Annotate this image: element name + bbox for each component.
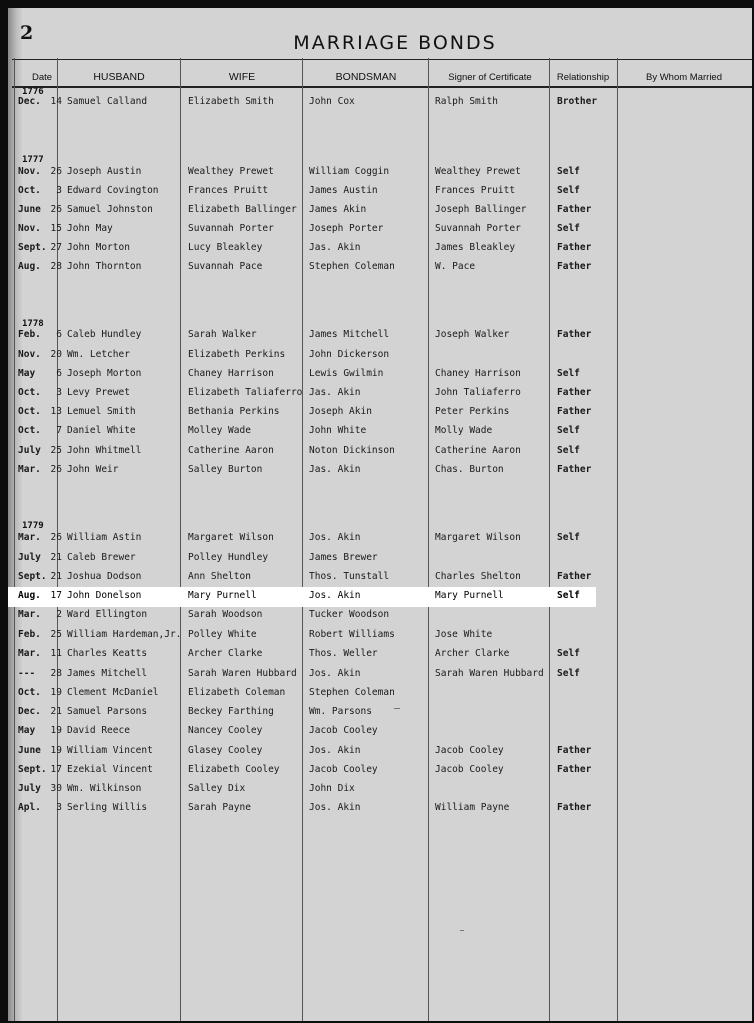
husband-cell: William Hardeman,Jr. [67,629,182,640]
date-day: 28 [50,261,62,272]
column-header-married-by: By Whom Married [645,72,722,83]
signer-cell: Joseph Ballinger [435,204,527,215]
date-month: Nov. [18,349,41,360]
husband-cell: Caleb Brewer [67,552,136,563]
bondsman-cell: James Akin [309,204,367,215]
entry-row [8,461,752,480]
entry-row [8,182,752,201]
relationship-cell: Father [557,802,592,813]
relationship-cell: Self [557,223,580,234]
date-day: 17 [50,590,62,601]
bondsman-cell: Jos. Akin [309,802,361,813]
entry-row [8,403,752,422]
entry-row [8,549,752,568]
date-day: 17 [50,764,62,775]
date-day: 30 [50,783,62,794]
date-day: 21 [50,552,62,563]
wife-cell: Elizabeth Ballinger [188,204,297,215]
wife-cell: Sarah Payne [188,802,251,813]
relationship-cell: Father [557,329,592,340]
husband-cell: John Weir [67,464,119,475]
date-month: July [18,445,41,456]
date-day: 25 [50,629,62,640]
signer-cell: Chas. Burton [435,464,504,475]
entry-row [8,326,752,345]
date-month: Oct. [18,387,41,398]
relationship-cell: Father [557,464,592,475]
date-day: 19 [50,687,62,698]
bondsman-cell: John Dix [309,783,355,794]
bondsman-cell: Jas. Akin [309,464,361,475]
date-month: May [18,725,36,736]
signer-cell: Margaret Wilson [435,532,521,543]
page-title: MARRIAGE BONDS [293,32,497,54]
year-label: 1776 [22,87,44,97]
bondsman-cell: James Austin [309,185,378,196]
husband-cell: James Mitchell [67,668,148,679]
signer-cell: Frances Pruitt [435,185,516,196]
husband-cell: Clement McDaniel [67,687,159,698]
signer-cell: Archer Clarke [435,648,510,659]
signer-cell: William Payne [435,802,510,813]
signer-cell: Wealthey Prewet [435,166,521,177]
entry-row [8,93,752,112]
relationship-cell: Self [557,445,580,456]
bondsman-cell: Jacob Cooley [309,764,378,775]
husband-cell: Samuel Johnston [67,204,153,215]
relationship-cell: Self [557,532,580,543]
column-header-date: Date [31,72,53,83]
wife-cell: Nancey Cooley [188,725,263,736]
entry-row [8,665,752,684]
date-month: Apl. [18,802,41,813]
date-month: Nov. [18,166,41,177]
page-binding-edge [8,8,22,1021]
relationship-cell: Father [557,261,592,272]
signer-cell: W. Pace [435,261,476,272]
wife-cell: Suvannah Porter [188,223,274,234]
date-month: July [18,783,41,794]
signer-cell: Molly Wade [435,425,493,436]
wife-cell: Frances Pruitt [188,185,269,196]
wife-cell: Elizabeth Cooley [188,764,280,775]
date-day: 27 [50,242,62,253]
husband-cell: Serling Willis [67,802,148,813]
relationship-cell: Father [557,242,592,253]
bondsman-cell: Jos. Akin [309,532,361,543]
bondsman-cell: Jas. Akin [309,242,361,253]
relationship-cell: Father [557,764,592,775]
wife-cell: Salley Dix [188,783,246,794]
date-day: 26 [50,204,62,215]
date-day: 3 [56,185,62,196]
date-month: Dec. [18,96,41,107]
date-day: 13 [50,406,62,417]
wife-cell: Catherine Aaron [188,445,274,456]
signer-cell: Chaney Harrison [435,368,521,379]
wife-cell: Sarah Waren Hubbard [188,668,297,679]
signer-cell: James Bleakley [435,242,516,253]
bondsman-cell: Jos. Akin [309,745,361,756]
entry-row [8,703,752,722]
column-header-relationship: Relationship [556,72,610,83]
entry-row [8,761,752,780]
header-top-rule [12,59,752,60]
husband-cell: John May [67,223,113,234]
date-month: Sept. [18,242,47,253]
wife-cell: Archer Clarke [188,648,263,659]
date-month: Aug. [18,590,41,601]
wife-cell: Molley Wade [188,425,251,436]
husband-cell: Charles Keatts [67,648,148,659]
date-day: 11 [50,648,62,659]
entry-row [8,442,752,461]
relationship-cell: Self [557,185,580,196]
pencil-mark [460,930,464,931]
date-day: 21 [50,706,62,717]
date-day: 26 [50,464,62,475]
date-month: Oct. [18,185,41,196]
entry-row [8,780,752,799]
entry-row [8,684,752,703]
relationship-cell: Brother [557,96,598,107]
wife-cell: Polley Hundley [188,552,269,563]
signer-cell: Jacob Cooley [435,745,504,756]
date-month: Feb. [18,629,41,640]
relationship-cell: Father [557,387,592,398]
husband-cell: Wm. Letcher [67,349,130,360]
date-day: 19 [50,745,62,756]
date-month: May [18,368,36,379]
pencil-mark [394,708,400,709]
year-label: 1778 [22,319,44,329]
bondsman-cell: Lewis Gwilmin [309,368,384,379]
bondsman-cell: Jos. Akin [309,590,361,601]
bondsman-cell: Robert Williams [309,629,395,640]
bondsman-cell: John Cox [309,96,355,107]
husband-cell: Joseph Austin [67,166,142,177]
husband-cell: William Astin [67,532,142,543]
bondsman-cell: Thos. Weller [309,648,378,659]
entry-row [8,346,752,365]
bondsman-cell: John White [309,425,367,436]
relationship-cell: Self [557,368,580,379]
husband-cell: John Thornton [67,261,142,272]
signer-cell: Jacob Cooley [435,764,504,775]
date-day: 19 [50,725,62,736]
date-month: Oct. [18,425,41,436]
wife-cell: Margaret Wilson [188,532,274,543]
husband-cell: Joshua Dodson [67,571,142,582]
date-month: June [18,745,41,756]
wife-cell: Elizabeth Coleman [188,687,286,698]
entry-row [8,163,752,182]
bondsman-cell: William Coggin [309,166,390,177]
signer-cell: John Taliaferro [435,387,521,398]
wife-cell: Elizabeth Taliaferro [188,387,303,398]
date-month: Aug. [18,261,41,272]
bondsman-cell: Wm. Parsons [309,706,372,717]
husband-cell: Samuel Calland [67,96,148,107]
date-month: --- [18,668,36,679]
wife-cell: Ann Shelton [188,571,251,582]
entry-row [8,258,752,277]
date-month: Oct. [18,406,41,417]
date-day: 3 [56,802,62,813]
bondsman-cell: Stephen Coleman [309,261,395,272]
entry-row [8,742,752,761]
entry-row [8,568,752,587]
husband-cell: John Donelson [67,590,142,601]
entry-row [8,799,752,818]
wife-cell: Elizabeth Perkins [188,349,286,360]
entry-row [8,422,752,441]
relationship-cell: Father [557,745,592,756]
wife-cell: Lucy Bleakley [188,242,263,253]
signer-cell: Ralph Smith [435,96,498,107]
relationship-cell: Father [557,204,592,215]
bondsman-cell: John Dickerson [309,349,390,360]
entry-row [8,529,752,548]
entry-row [8,201,752,220]
relationship-cell: Father [557,406,592,417]
date-day: 20 [50,349,62,360]
husband-cell: Joseph Morton [67,368,142,379]
bondsman-cell: Joseph Porter [309,223,384,234]
bondsman-cell: James Mitchell [309,329,390,340]
bondsman-cell: Jacob Cooley [309,725,378,736]
page-number: 2 [20,22,34,44]
date-month: Mar. [18,464,41,475]
wife-cell: Mary Purnell [188,590,257,601]
column-header-husband: HUSBAND [93,71,145,83]
entry-row [8,626,752,645]
date-day: 14 [50,96,62,107]
wife-cell: Sarah Woodson [188,609,263,620]
signer-cell: Peter Perkins [435,406,510,417]
date-day: 26 [50,166,62,177]
wife-cell: Wealthey Prewet [188,166,274,177]
husband-cell: Wm. Wilkinson [67,783,142,794]
wife-cell: Polley White [188,629,257,640]
date-day: 3 [56,387,62,398]
signer-cell: Joseph Walker [435,329,510,340]
husband-cell: William Vincent [67,745,153,756]
date-day: 21 [50,571,62,582]
year-label: 1779 [22,521,44,531]
husband-cell: Caleb Hundley [67,329,142,340]
date-day: 6 [56,368,62,379]
husband-cell: Samuel Parsons [67,706,148,717]
date-month: Sept. [18,764,47,775]
entry-row [8,365,752,384]
entry-row [8,384,752,403]
wife-cell: Suvannah Pace [188,261,263,272]
bondsman-cell: Tucker Woodson [309,609,390,620]
year-label: 1777 [22,155,44,165]
relationship-cell: Self [557,648,580,659]
date-day: 2 [56,609,62,620]
entry-row [8,722,752,741]
husband-cell: David Reece [67,725,130,736]
wife-cell: Sarah Walker [188,329,257,340]
bondsman-cell: Stephen Coleman [309,687,395,698]
bondsman-cell: Jos. Akin [309,668,361,679]
date-day: 6 [56,329,62,340]
bondsman-cell: Jas. Akin [309,387,361,398]
wife-cell: Chaney Harrison [188,368,274,379]
signer-cell: Mary Purnell [435,590,504,601]
entry-row [8,645,752,664]
husband-cell: Ezekial Vincent [67,764,153,775]
date-month: Dec. [18,706,41,717]
relationship-cell: Self [557,425,580,436]
signer-cell: Sarah Waren Hubbard [435,668,544,679]
header-bottom-rule [12,86,752,88]
highlighted-entry-row [8,587,596,607]
husband-cell: Edward Covington [67,185,159,196]
husband-cell: John Morton [67,242,130,253]
entry-row [8,220,752,239]
signer-cell: Jose White [435,629,493,640]
date-month: Oct. [18,687,41,698]
husband-cell: Daniel White [67,425,136,436]
signer-cell: Catherine Aaron [435,445,521,456]
wife-cell: Glasey Cooley [188,745,263,756]
column-header-signer: Signer of Certificate [448,72,532,83]
wife-cell: Salley Burton [188,464,263,475]
date-month: Mar. [18,532,41,543]
column-header-bondsman: BONDSMAN [335,71,397,83]
date-month: July [18,552,41,563]
bondsman-cell: Joseph Akin [309,406,372,417]
wife-cell: Bethania Perkins [188,406,280,417]
date-month: Sept. [18,571,47,582]
column-header-wife: WIFE [228,71,256,83]
wife-cell: Beckey Farthing [188,706,274,717]
wife-cell: Elizabeth Smith [188,96,274,107]
signer-cell: Suvannah Porter [435,223,521,234]
relationship-cell: Self [557,668,580,679]
date-day: 26 [50,532,62,543]
signer-cell: Charles Shelton [435,571,521,582]
date-day: 7 [56,425,62,436]
entry-row [8,239,752,258]
relationship-cell: Self [557,590,580,601]
date-month: Mar. [18,609,41,620]
relationship-cell: Father [557,571,592,582]
ledger-page [8,8,752,1021]
date-month: Feb. [18,329,41,340]
husband-cell: John Whitmell [67,445,142,456]
date-month: Nov. [18,223,41,234]
entry-row [8,606,752,625]
husband-cell: Ward Ellington [67,609,148,620]
relationship-cell: Self [557,166,580,177]
date-month: June [18,204,41,215]
date-day: 25 [50,445,62,456]
husband-cell: Levy Prewet [67,387,130,398]
bondsman-cell: Thos. Tunstall [309,571,390,582]
date-day: 15 [50,223,62,234]
date-month: Mar. [18,648,41,659]
bondsman-cell: James Brewer [309,552,378,563]
date-day: 28 [50,668,62,679]
husband-cell: Lemuel Smith [67,406,136,417]
bondsman-cell: Noton Dickinson [309,445,395,456]
